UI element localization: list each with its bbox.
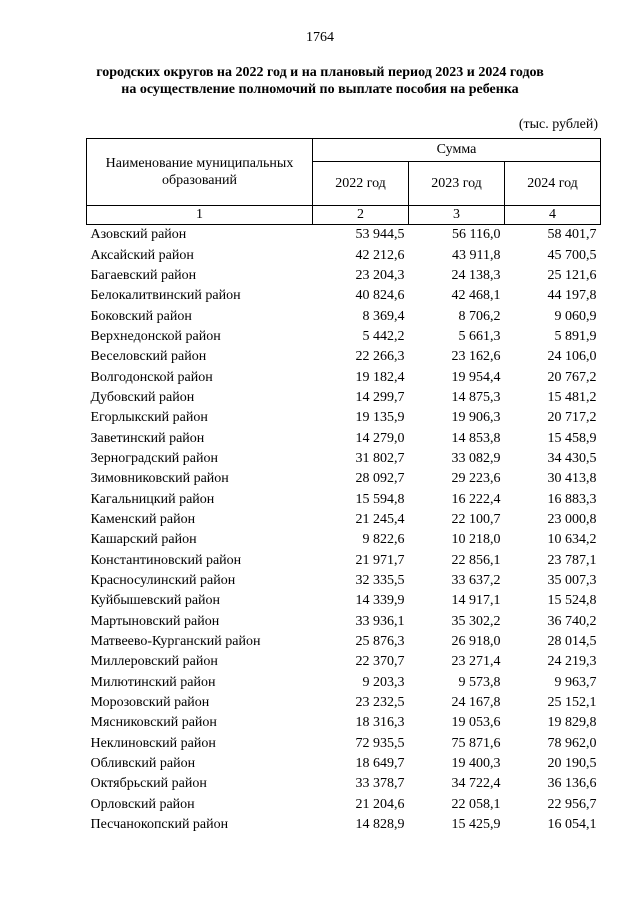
value-2022: 19 182,4: [355, 369, 405, 385]
table-row: [87, 469, 601, 489]
table-row: [87, 428, 601, 448]
value-2023: 42 468,1: [451, 288, 501, 304]
value-2024: 20 767,2: [547, 369, 597, 385]
value-2022: 21 245,4: [355, 511, 405, 527]
value-2024: 10 634,2: [547, 532, 597, 548]
title-line-2: на осуществление полномочий по выплате пособия на ребенка: [121, 82, 519, 97]
municipality-name: Октябрьский район: [90, 776, 207, 792]
value-2022: 40 824,6: [355, 288, 405, 304]
municipality-name: Азовский район: [90, 227, 187, 243]
value-2023: 8 706,2: [458, 308, 501, 324]
document-title: [0, 64, 640, 98]
value-2024: 23 787,1: [547, 552, 597, 568]
value-2022: 22 370,7: [355, 654, 405, 670]
municipality-name: Матвеево-Курганский район: [90, 634, 261, 650]
value-2024: 15 458,9: [547, 430, 597, 446]
value-2022: 21 204,6: [355, 796, 405, 812]
value-2022: 25 876,3: [355, 634, 405, 650]
table-row: [87, 286, 601, 306]
table-row: [87, 571, 601, 591]
value-2024: 36 740,2: [547, 613, 597, 629]
municipality-name: Заветинский район: [90, 430, 205, 446]
value-2023: 33 637,2: [451, 573, 501, 589]
value-2023: 19 954,4: [451, 369, 501, 385]
value-2022: 18 316,3: [355, 715, 405, 731]
value-2022: 22 266,3: [355, 349, 405, 365]
municipality-name: Песчанокопский район: [90, 817, 229, 833]
municipality-name: Куйбышевский район: [90, 593, 221, 609]
municipality-name: Верхнедонской район: [90, 328, 221, 344]
value-2022: 19 135,9: [355, 410, 405, 426]
table-row: [87, 347, 601, 367]
value-2023: 23 271,4: [451, 654, 501, 670]
value-2024: 28 014,5: [547, 634, 597, 650]
municipality-name: Красносулинский район: [90, 573, 236, 589]
value-2023: 16 222,4: [451, 491, 501, 507]
column-header-sum: Сумма: [313, 139, 601, 162]
table-row: [87, 449, 601, 469]
value-2024: 16 054,1: [547, 817, 597, 833]
municipality-name: Орловский район: [90, 796, 195, 812]
table-row: [87, 530, 601, 550]
value-2023: 19 400,3: [451, 756, 501, 772]
value-2023: 10 218,0: [451, 532, 501, 548]
value-2022: 8 369,4: [362, 308, 405, 324]
table-row: [87, 306, 601, 326]
value-2022: 33 378,7: [355, 776, 405, 792]
value-2024: 34 430,5: [547, 450, 597, 466]
table-row: [87, 245, 601, 265]
municipality-name: Зимовниковский район: [90, 471, 229, 487]
column-header-2024: 2024 год: [505, 162, 601, 206]
table-row: [87, 713, 601, 733]
table-row: [87, 774, 601, 794]
table-row: [87, 266, 601, 286]
value-2024: 16 883,3: [547, 491, 597, 507]
municipality-name: Егорлыкский район: [90, 410, 208, 426]
table-row: [87, 795, 601, 815]
value-2022: 31 802,7: [355, 450, 405, 466]
value-2024: 5 891,9: [554, 328, 597, 344]
table-row: [87, 652, 601, 672]
column-number-2: 2: [313, 206, 409, 225]
municipality-name: Морозовский район: [90, 695, 210, 711]
value-2024: 9 060,9: [554, 308, 597, 324]
municipality-name: Зерноградский район: [90, 450, 218, 466]
value-2022: 53 944,5: [355, 227, 405, 243]
value-2023: 22 058,1: [451, 796, 501, 812]
value-2024: 22 956,7: [547, 796, 597, 812]
table-row: [87, 693, 601, 713]
value-2023: 35 302,2: [451, 613, 501, 629]
value-2023: 19 053,6: [451, 715, 501, 731]
value-2023: 22 856,1: [451, 552, 501, 568]
value-2022: 14 299,7: [355, 389, 405, 405]
value-2023: 19 906,3: [451, 410, 501, 426]
value-2023: 75 871,6: [451, 735, 501, 751]
value-2022: 14 339,9: [355, 593, 405, 609]
value-2024: 9 963,7: [554, 674, 597, 690]
column-number-4: 4: [505, 206, 601, 225]
table-row: [87, 408, 601, 428]
value-2022: 9 822,6: [362, 532, 405, 548]
value-2022: 72 935,5: [355, 735, 405, 751]
allocation-table: [86, 138, 601, 835]
value-2023: 29 223,6: [451, 471, 501, 487]
value-2024: 25 152,1: [547, 695, 597, 711]
value-2024: 15 524,8: [547, 593, 597, 609]
table-row: [87, 673, 601, 693]
table-row: [87, 388, 601, 408]
table-row: [87, 489, 601, 509]
value-2023: 22 100,7: [451, 511, 501, 527]
municipality-name: Дубовский район: [90, 389, 195, 405]
table-row: [87, 734, 601, 754]
column-header-name: Наименование муниципальных образований: [87, 139, 313, 206]
value-2022: 42 212,6: [355, 247, 405, 263]
value-2024: 44 197,8: [547, 288, 597, 304]
title-line-1: городских округов на 2022 год и на плановый период 2023 и 2024 годов: [96, 65, 544, 80]
municipality-name: Каменский район: [90, 511, 196, 527]
value-2024: 19 829,8: [547, 715, 597, 731]
value-2022: 18 649,7: [355, 756, 405, 772]
municipality-name: Милютинский район: [90, 674, 216, 690]
municipality-name: Аксайский район: [90, 247, 194, 263]
value-2024: 78 962,0: [547, 735, 597, 751]
value-2022: 9 203,3: [362, 674, 405, 690]
column-number-1: 1: [87, 206, 313, 225]
value-2023: 26 918,0: [451, 634, 501, 650]
municipality-name: Волгодонской район: [90, 369, 213, 385]
value-2022: 33 936,1: [355, 613, 405, 629]
value-2022: 23 232,5: [355, 695, 405, 711]
table-row: [87, 367, 601, 387]
value-2022: 14 828,9: [355, 817, 405, 833]
value-2024: 45 700,5: [547, 247, 597, 263]
table-row: [87, 510, 601, 530]
value-2022: 23 204,3: [355, 267, 405, 283]
value-2024: 20 190,5: [547, 756, 597, 772]
table-row: [87, 591, 601, 611]
value-2023: 14 917,1: [451, 593, 501, 609]
value-2024: 35 007,3: [547, 573, 597, 589]
value-2022: 21 971,7: [355, 552, 405, 568]
table-row: [87, 327, 601, 347]
value-2024: 58 401,7: [547, 227, 597, 243]
value-2024: 20 717,2: [547, 410, 597, 426]
value-2023: 24 138,3: [451, 267, 501, 283]
value-2023: 5 661,3: [458, 328, 501, 344]
value-2023: 33 082,9: [451, 450, 501, 466]
value-2023: 14 875,3: [451, 389, 501, 405]
value-2024: 24 219,3: [547, 654, 597, 670]
table-body: [87, 225, 601, 836]
municipality-name: Миллеровский район: [90, 654, 218, 670]
value-2023: 9 573,8: [458, 674, 501, 690]
column-header-2022: 2022 год: [313, 162, 409, 206]
value-2023: 34 722,4: [451, 776, 501, 792]
value-2024: 15 481,2: [547, 389, 597, 405]
value-2024: 30 413,8: [547, 471, 597, 487]
value-2022: 14 279,0: [355, 430, 405, 446]
municipality-name: Мартыновский район: [90, 613, 220, 629]
table-row: [87, 225, 601, 246]
municipality-name: Обливский район: [90, 756, 196, 772]
value-2023: 23 162,6: [451, 349, 501, 365]
value-2022: 28 092,7: [355, 471, 405, 487]
municipality-name: Константиновский район: [90, 552, 242, 568]
value-2023: 43 911,8: [452, 247, 501, 263]
table-row: [87, 754, 601, 774]
value-2022: 32 335,5: [355, 573, 405, 589]
value-2023: 24 167,8: [451, 695, 501, 711]
column-header-2023: 2023 год: [409, 162, 505, 206]
value-2023: 15 425,9: [451, 817, 501, 833]
municipality-name: Багаевский район: [90, 267, 197, 283]
table-row: [87, 612, 601, 632]
units-label: (тыс. рублей): [518, 117, 598, 132]
municipality-name: Неклиновский район: [90, 735, 216, 751]
municipality-name: Кашарский район: [90, 532, 197, 548]
value-2024: 36 136,6: [547, 776, 597, 792]
municipality-name: Мясниковский район: [90, 715, 217, 731]
column-number-3: 3: [409, 206, 505, 225]
table-row: [87, 632, 601, 652]
value-2023: 56 116,0: [452, 227, 501, 243]
value-2022: 5 442,2: [362, 328, 405, 344]
value-2024: 23 000,8: [547, 511, 597, 527]
value-2022: 15 594,8: [355, 491, 405, 507]
municipality-name: Кагальницкий район: [90, 491, 215, 507]
table-row: [87, 551, 601, 571]
value-2023: 14 853,8: [451, 430, 501, 446]
page-number: 1764: [306, 30, 334, 45]
value-2024: 25 121,6: [547, 267, 597, 283]
municipality-name: Боковский район: [90, 308, 192, 324]
value-2024: 24 106,0: [547, 349, 597, 365]
municipality-name: Веселовский район: [90, 349, 207, 365]
table-row: [87, 815, 601, 835]
municipality-name: Белокалитвинский район: [90, 288, 241, 304]
